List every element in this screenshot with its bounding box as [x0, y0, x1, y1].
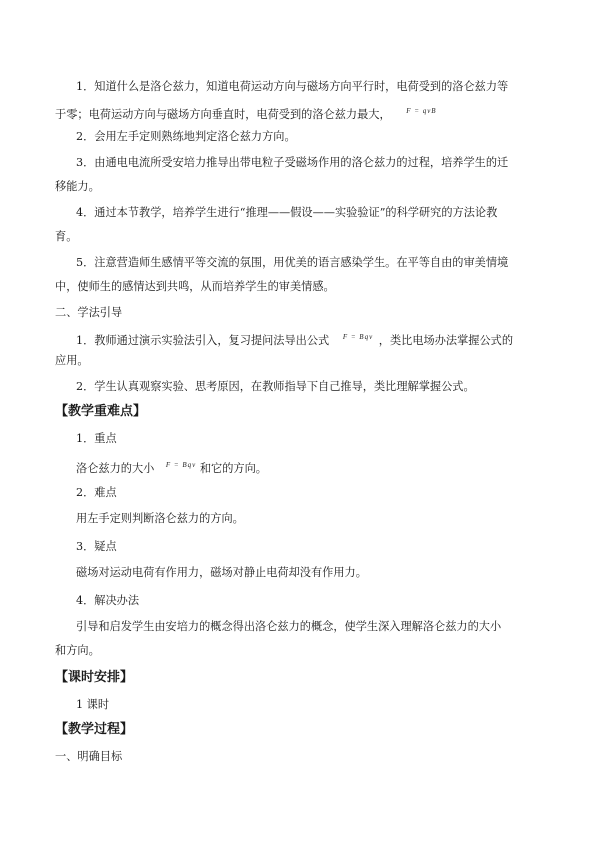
doubt-text: 磁场对运动电荷有作用力，磁场对静止电荷却没有作用力。 — [76, 566, 367, 579]
key-point-text — [76, 458, 267, 476]
doubt-title: 3．疑点 — [76, 540, 117, 553]
objective-1-text: 于零；电荷运动方向与磁场方向垂直时，电荷受到的洛仑兹力最大， — [55, 108, 391, 121]
objective-1-line-1: 1．知道什么是洛仑兹力，知道电荷运动方向与磁场方向平行时，电荷受到的洛仑兹力等 — [76, 80, 509, 93]
study-guide-1-text-a: 1．教师通过演示实验法引入，复习提问法导出公式 — [76, 334, 330, 347]
solution-title: 4．解决办法 — [76, 594, 140, 607]
objective-3-line-2: 移能力。 — [55, 180, 100, 193]
study-guide-1-line-1 — [76, 330, 513, 348]
solution-line-1: 引导和启发学生由安培力的概念得出洛仑兹力的概念，使学生深入理解洛仑兹力的大小 — [76, 620, 502, 633]
difficulty-title: 2．难点 — [76, 486, 117, 499]
process-step-1: 一、明确目标 — [55, 750, 123, 763]
objective-4-line-1: 4．通过本节教学，培养学生进行“推理——假设——实验验证”的科学研究的方法论教 — [76, 206, 498, 219]
section-study-guide-title: 二、学法引导 — [55, 306, 123, 319]
difficulty-text: 用左手定则判断洛仑兹力的方向。 — [76, 512, 244, 525]
objective-4-line-2: 育。 — [55, 230, 78, 243]
solution-line-2: 和方向。 — [55, 644, 100, 657]
key-point-text-b: 和它的方向。 — [199, 462, 267, 475]
objective-2: 2．会用左手定则熟练地判定洛仑兹力方向。 — [76, 130, 296, 143]
heading-teaching-process: 【教学过程】 — [55, 722, 134, 737]
key-point-title: 1．重点 — [76, 432, 117, 445]
formula-bqv-key: F = Bqv — [165, 461, 197, 469]
formula-bqv: F = Bqv — [342, 333, 374, 341]
heading-schedule: 【课时安排】 — [55, 670, 134, 685]
formula-qvb: F = qvB — [406, 107, 437, 115]
objective-5-line-2: 中，使师生的感情达到共鸣，从而培养学生的审美情感。 — [55, 280, 335, 293]
study-guide-1-text-b: ，类比电场办法掌握公式的 — [378, 334, 514, 347]
heading-key-difficulties: 【教学重难点】 — [55, 404, 147, 419]
objective-3-line-1: 3．由通电电流所受安培力推导出带电粒子受磁场作用的洛仑兹力的过程，培养学生的迁 — [76, 156, 509, 169]
study-guide-2: 2．学生认真观察实验、思考原因，在教师指导下自己推导，类比理解掌握公式。 — [76, 380, 475, 393]
study-guide-1-line-2: 应用。 — [55, 354, 89, 367]
key-point-text-a: 洛仑兹力的大小 — [76, 462, 155, 475]
schedule-text: 1 课时 — [76, 698, 110, 711]
objective-5-line-1: 5．注意营造师生感情平等交流的氛围，用优美的语言感染学生。在平等自由的审美情境 — [76, 256, 509, 269]
objective-1-line-2 — [55, 104, 437, 122]
